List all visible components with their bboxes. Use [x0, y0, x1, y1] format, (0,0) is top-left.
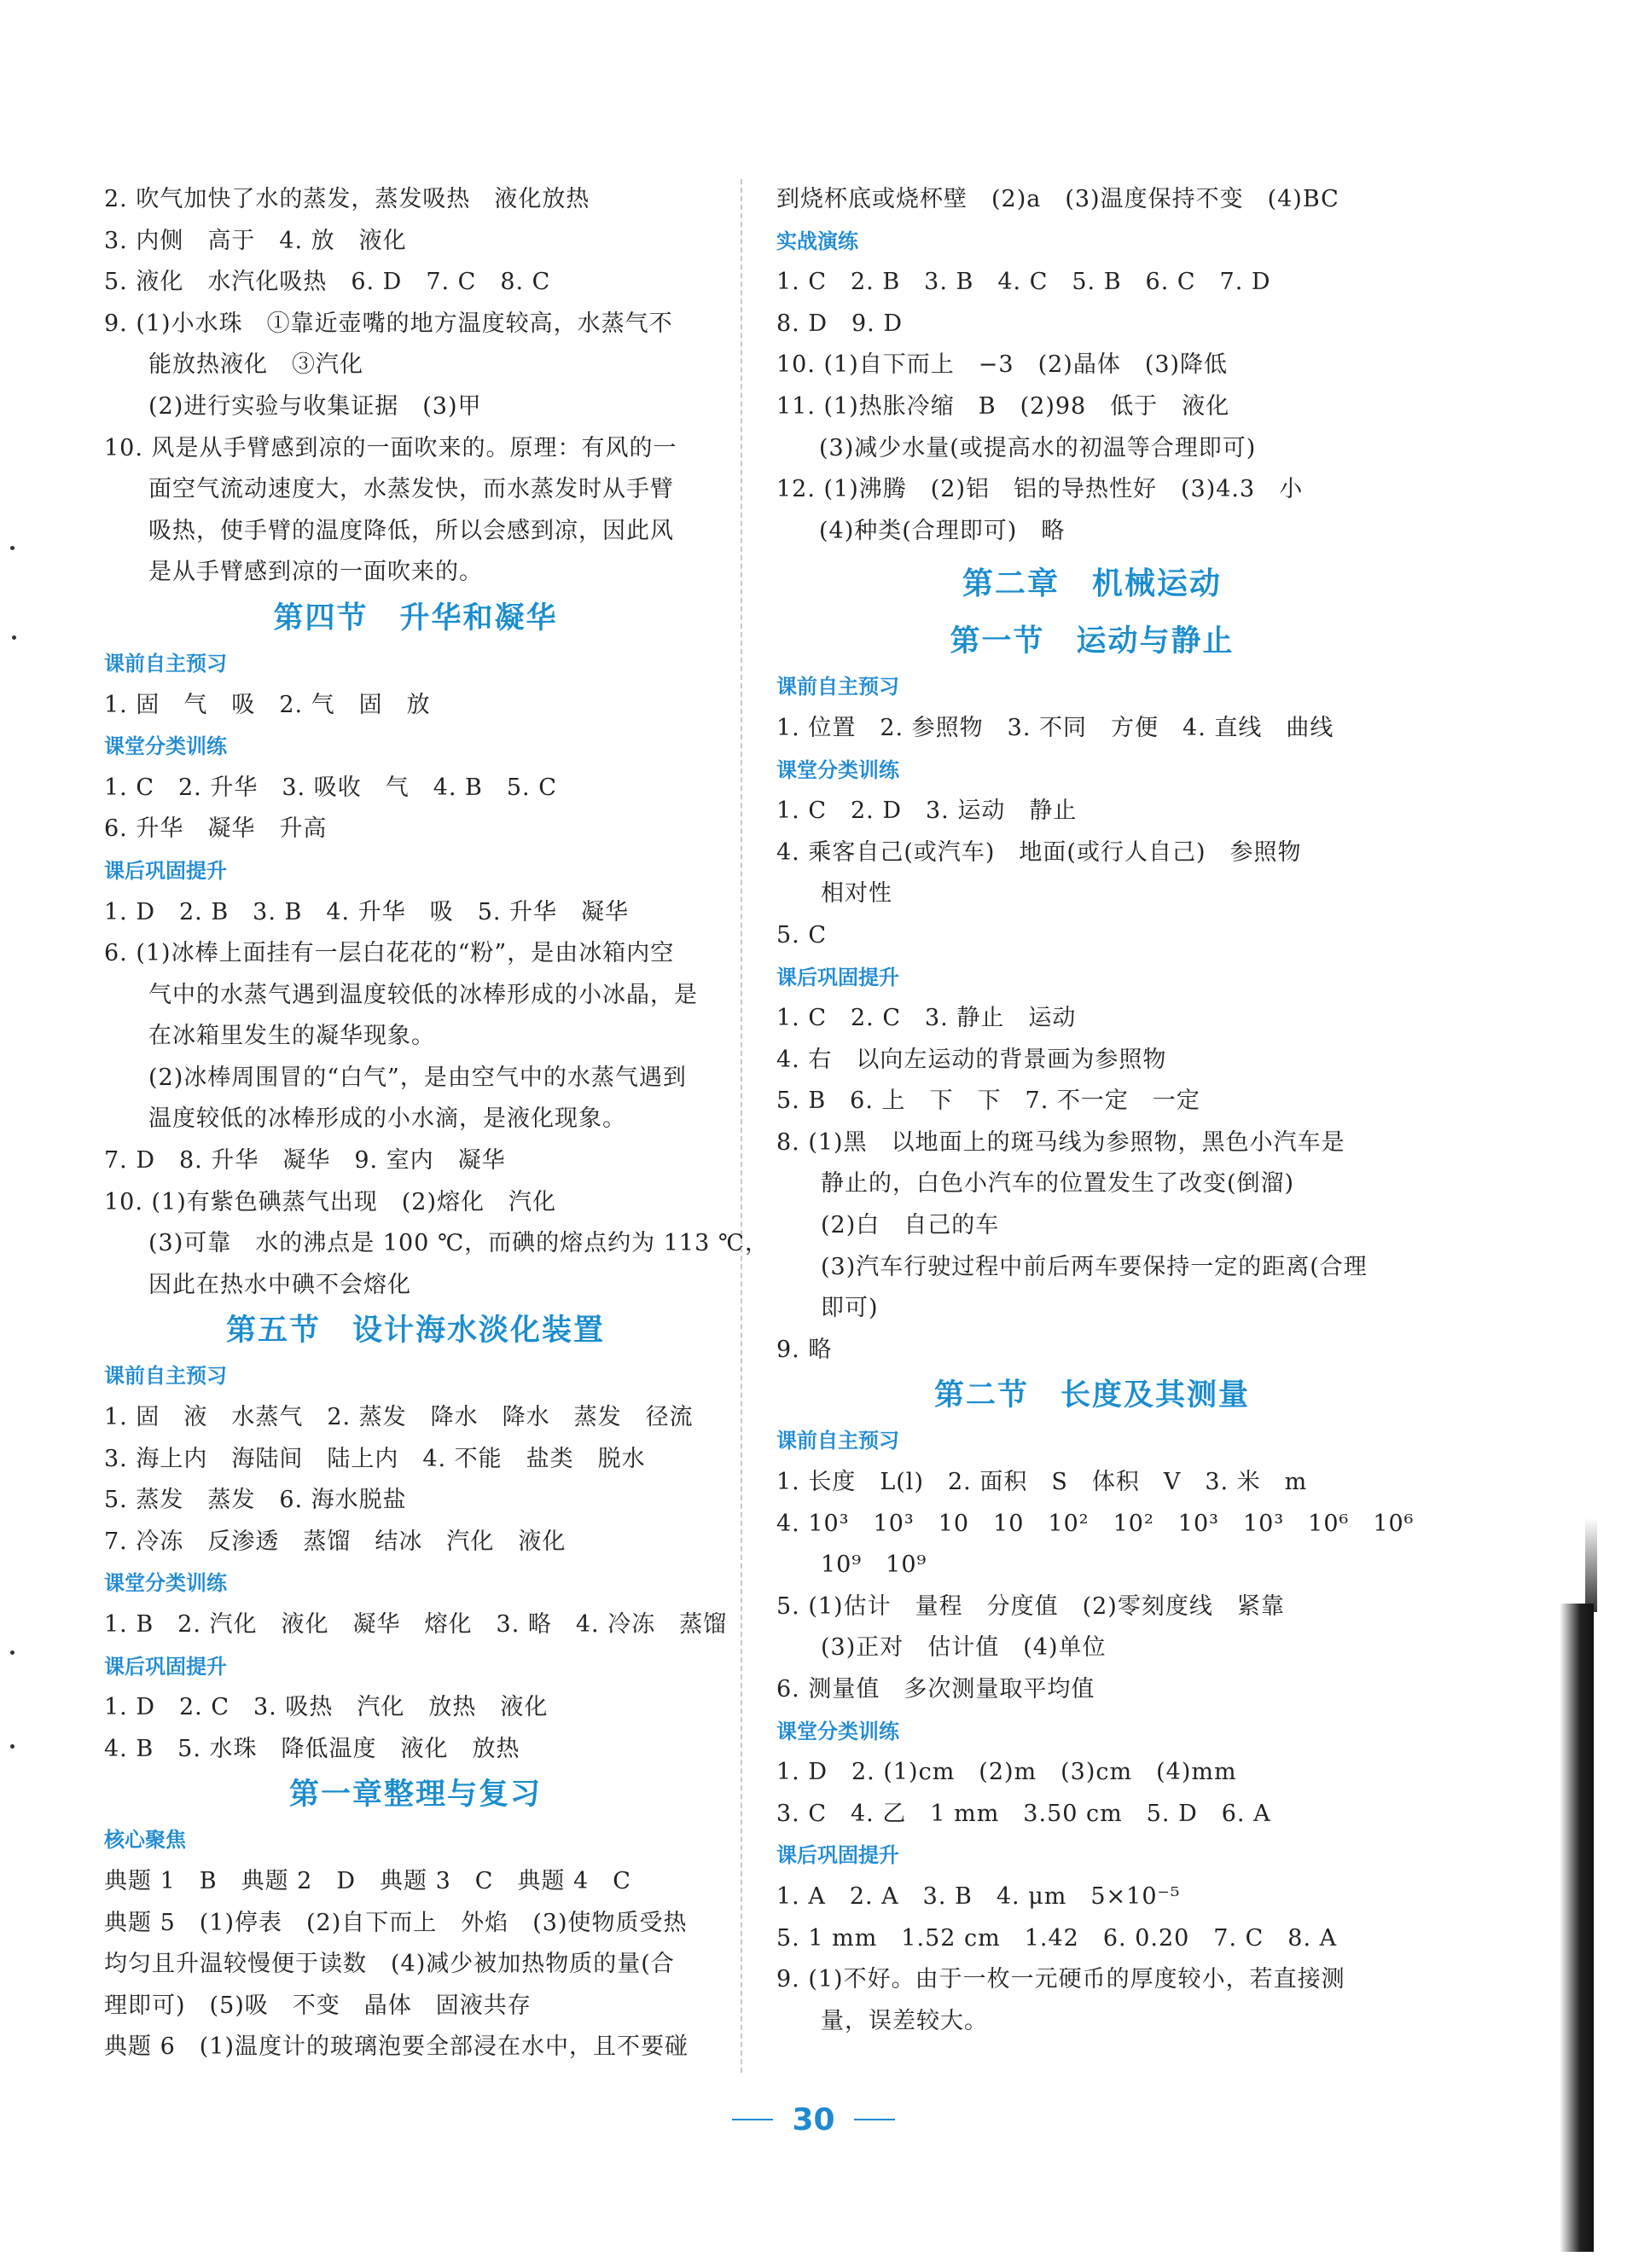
- subsection-heading: 课前自主预习: [776, 1429, 899, 1453]
- answer-line: 3. 内侧 高于 4. 放 液化: [104, 227, 407, 254]
- answer-line: 1. D 2. C 3. 吸热 汽化 放热 液化: [104, 1694, 549, 1721]
- answer-line: 量，误差较大。: [821, 2007, 988, 2034]
- answer-line: 面空气流动速度大，水蒸发快，而水蒸发时从手臂: [148, 476, 674, 503]
- answer-line: 8. (1)黑 以地面上的斑马线为参照物，黑色小汽车是: [776, 1128, 1345, 1156]
- answer-line: 1. 位置 2. 参照物 3. 不同 方便 4. 直线 曲线: [776, 714, 1334, 741]
- section-title: 第四节 升华和凝华: [273, 600, 558, 635]
- answer-line: 在冰箱里发生的凝华现象。: [148, 1023, 435, 1050]
- answer-line: 8. D 9. D: [776, 310, 903, 337]
- scan-edge-shadow: [1560, 1604, 1594, 2252]
- scan-speck: [10, 1744, 15, 1749]
- section-title: 第二节 长度及其测量: [933, 1378, 1250, 1413]
- answer-line: 5. C: [776, 921, 828, 948]
- answer-line: 7. D 8. 升华 凝华 9. 室内 凝华: [104, 1147, 506, 1175]
- column-divider: [741, 179, 742, 2073]
- answer-line: (2)进行实验与收集证据 (3)甲: [148, 392, 482, 420]
- scan-speck: [10, 1650, 15, 1655]
- answer-line: 1. C 2. C 3. 静止 运动: [776, 1005, 1077, 1032]
- answer-line: (3)汽车行驶过程中前后两车要保持一定的距离(合理: [821, 1253, 1368, 1280]
- answer-line: 2. 吹气加快了水的蒸发，蒸发吸热 液化放热: [104, 186, 590, 212]
- subsection-heading: 课堂分类训练: [776, 1719, 899, 1743]
- answer-line: (3)减少水量(或提高水的初温等合理即可): [819, 434, 1257, 461]
- answer-line: 1. 固 气 吸 2. 气 固 放: [104, 691, 431, 718]
- answer-line: 5. (1)估计 量程 分度值 (2)零刻度线 紧靠: [776, 1592, 1285, 1620]
- answer-line: 1. B 2. 汽化 液化 凝华 熔化 3. 略 4. 冷冻 蒸馏: [104, 1611, 728, 1638]
- answer-line: 3. C 4. 乙 1 mm 3.50 cm 5. D 6. A: [776, 1800, 1271, 1827]
- answer-line: 6. 测量值 多次测量取平均值: [776, 1676, 1095, 1702]
- answer-line: 1. 长度 L(l) 2. 面积 S 体积 V 3. 米 m: [776, 1469, 1308, 1496]
- answer-line: 1. C 2. D 3. 运动 静止: [776, 798, 1078, 825]
- answer-line: 1. C 2. B 3. B 4. C 5. B 6. C 7. D: [776, 269, 1271, 296]
- answer-line: 10. 风是从手臂感到凉的一面吹来的。原理：有风的一: [104, 434, 677, 461]
- page-footer: [0, 2094, 1627, 2145]
- subsection-heading: 课后巩固提升: [776, 965, 899, 989]
- section-title: 第一节 运动与静止: [950, 624, 1235, 659]
- answer-line: 12. (1)沸腾 (2)铝 铝的导热性好 (3)4.3 小: [776, 476, 1304, 503]
- answer-line: 9. (1)小水珠 ①靠近壶嘴的地方温度较高，水蒸气不: [104, 310, 673, 337]
- answer-line: 气中的水蒸气遇到温度较低的冰棒形成的小冰晶，是: [148, 981, 698, 1008]
- answer-line: 因此在热水中碘不会熔化: [148, 1271, 411, 1298]
- answer-line: 1. 固 液 水蒸气 2. 蒸发 降水 降水 蒸发 径流: [104, 1404, 694, 1431]
- answer-line: 11. (1)热胀冷缩 B (2)98 低于 液化: [776, 392, 1230, 420]
- answer-line: 6. 升华 凝华 升高: [104, 815, 328, 843]
- section-title: 第五节 设计海水淡化装置: [225, 1314, 605, 1349]
- subsection-heading: 课后巩固提升: [104, 1654, 227, 1679]
- answer-line: (3)正对 估计值 (4)单位: [821, 1634, 1107, 1662]
- answer-line: 4. 10³ 10³ 10 10 10² 10² 10³ 10³ 10⁶ 10⁶: [776, 1510, 1415, 1537]
- answer-line: 1. D 2. (1)cm (2)m (3)cm (4)mm: [776, 1759, 1237, 1786]
- subsection-heading: 课堂分类训练: [104, 734, 227, 759]
- page-number: 30: [792, 2102, 835, 2137]
- answer-line: (2)白 自己的车: [821, 1212, 1000, 1239]
- answer-line: 静止的，白色小汽车的位置发生了改变(倒溜): [821, 1170, 1295, 1198]
- answer-line: 4. B 5. 水珠 降低温度 液化 放热: [104, 1735, 520, 1762]
- answer-line: 9. 略: [776, 1336, 833, 1363]
- answer-line: 4. 右 以向左运动的背景画为参照物: [776, 1046, 1167, 1073]
- answer-line: 典题 1 B 典题 2 D 典题 3 C 典题 4 C: [104, 1867, 631, 1894]
- subsection-heading: 课堂分类训练: [776, 757, 899, 782]
- chapter-title: 第二章 机械运动: [962, 566, 1222, 602]
- answer-line: 10. (1)自下而上 −3 (2)晶体 (3)降低: [776, 351, 1229, 379]
- answer-line: (3)可靠 水的沸点是 100 ℃，而碘的熔点约为 113 ℃，: [148, 1230, 770, 1257]
- answer-line: 10⁹ 10⁹: [821, 1552, 927, 1579]
- answer-line: 1. D 2. B 3. B 4. 升华 吸 5. 升华 凝华: [104, 898, 630, 925]
- subsection-heading: 核心聚焦: [104, 1828, 186, 1853]
- subsection-heading: 课后巩固提升: [776, 1843, 899, 1868]
- answer-line: 5. 液化 水汽化吸热 6. D 7. C 8. C: [104, 269, 551, 296]
- answer-line: 5. 1 mm 1.52 cm 1.42 6. 0.20 7. C 8. A: [776, 1924, 1338, 1952]
- answer-line: 能放热液化 ③汽化: [148, 351, 363, 379]
- subsection-heading: 课堂分类训练: [104, 1571, 227, 1596]
- answer-line: 1. C 2. 升华 3. 吸收 气 4. B 5. C: [104, 774, 557, 801]
- answer-line: 相对性: [821, 880, 892, 908]
- answer-line: 均匀且升温较慢便于读数 (4)减少被加热物质的量(合: [104, 1951, 675, 1978]
- answer-line: 典题 6 (1)温度计的玻璃泡要全部浸在水中，且不要碰: [104, 2033, 689, 2061]
- footer-dash-left: [732, 2119, 773, 2120]
- answer-line: 吸热，使手臂的温度降低，所以会感到凉，因此风: [148, 517, 674, 544]
- answer-line: 7. 冷冻 反渗透 蒸馏 结冰 汽化 液化: [104, 1528, 567, 1555]
- answer-line: 3. 海上内 海陆间 陆上内 4. 不能 盐类 脱水: [104, 1445, 646, 1472]
- scan-speck: [12, 635, 16, 640]
- answer-line: 5. B 6. 上 下 下 7. 不一定 一定: [776, 1088, 1200, 1115]
- answer-line: 典题 5 (1)停表 (2)自下而上 外焰 (3)使物质受热: [104, 1909, 688, 1936]
- subsection-heading: 课前自主预习: [776, 675, 899, 699]
- answer-line: 到烧杯底或烧杯壁 (2)a (3)温度保持不变 (4)BC: [776, 186, 1339, 212]
- answer-line: (4)种类(合理即可) 略: [819, 517, 1066, 544]
- right-column: [776, 179, 1415, 2042]
- answer-line: 5. 蒸发 蒸发 6. 海水脱盐: [104, 1487, 407, 1514]
- section-title: 第一章整理与复习: [288, 1778, 542, 1813]
- left-column: [104, 179, 770, 2068]
- scan-edge-shadow: [1585, 1518, 1597, 1612]
- subsection-heading: 课后巩固提升: [104, 858, 227, 883]
- answer-line: 10. (1)有紫色碘蒸气出现 (2)熔化 汽化: [104, 1188, 557, 1215]
- answer-line: (2)冰棒周围冒的“白气”，是由空气中的水蒸气遇到: [148, 1064, 687, 1091]
- answer-line: 1. A 2. A 3. B 4. μm 5×10⁻⁵: [776, 1882, 1181, 1910]
- answer-line: 是从手臂感到凉的一面吹来的。: [148, 559, 483, 586]
- answer-line: 6. (1)冰棒上面挂有一层白花花的“粉”，是由冰箱内空: [104, 940, 675, 967]
- answer-line: 即可): [821, 1295, 879, 1322]
- subsection-heading: 课前自主预习: [104, 651, 227, 676]
- scan-speck: [10, 546, 15, 550]
- footer-dash-right: [854, 2119, 895, 2120]
- answer-line: 9. (1)不好。由于一枚一元硬币的厚度较小，若直接测: [776, 1966, 1345, 1993]
- answer-line: 4. 乘客自己(或汽车) 地面(或行人自己) 参照物: [776, 838, 1302, 866]
- subsection-heading: 实战演练: [776, 229, 858, 253]
- answer-line: 温度较低的冰棒形成的小水滴，是液化现象。: [148, 1105, 626, 1133]
- subsection-heading: 课前自主预习: [104, 1364, 227, 1389]
- answer-line: 理即可) (5)吸 不变 晶体 固液共存: [104, 1992, 532, 2019]
